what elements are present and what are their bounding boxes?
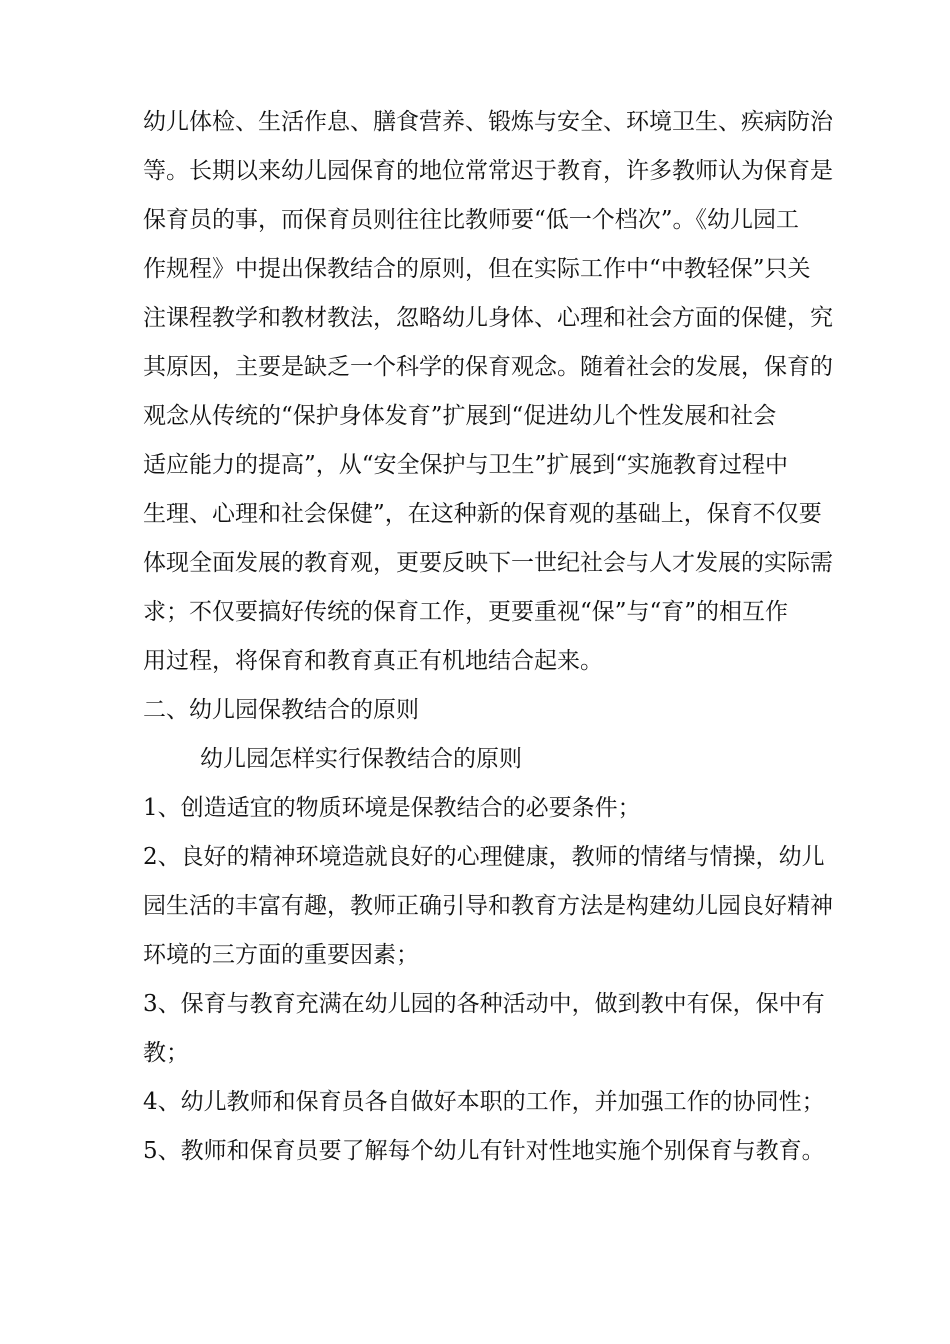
text-line: 求；不仅要搞好传统的保育工作，更要重视“保”与“育”的相互作 — [143, 599, 789, 625]
list-item: 3、保育与教育充满在幼儿园的各种活动中，做到教中有保，保中有 — [143, 991, 825, 1017]
text-line: 观念从传统的“保护身体发育”扩展到“促进幼儿个性发展和社会 — [143, 403, 777, 429]
text-line: 园生活的丰富有趣，教师正确引导和教育方法是构建幼儿园良好精神 — [143, 893, 833, 919]
list-item: 2、良好的精神环境造就良好的心理健康，教师的情绪与情操，幼儿 — [143, 844, 825, 870]
text-line: 作规程》中提出保教结合的原则，但在实际工作中“中教轻保”只关 — [143, 256, 811, 282]
subheading: 幼儿园怎样实行保教结合的原则 — [200, 746, 522, 772]
list-item: 4、幼儿教师和保育员各自做好本职的工作，并加强工作的协同性； — [143, 1089, 825, 1115]
text-line: 适应能力的提高”，从“安全保护与卫生”扩展到“实施教育过程中 — [143, 452, 789, 478]
text-line: 保育员的事，而保育员则往往比教师要“低一个档次”。《幼儿园工 — [143, 207, 800, 233]
text-line: 环境的三方面的重要因素； — [143, 942, 419, 968]
list-item: 1、创造适宜的物质环境是保教结合的必要条件； — [143, 795, 641, 821]
text-line: 其原因，主要是缺乏一个科学的保育观念。随着社会的发展，保育的 — [143, 354, 833, 380]
section-heading: 二、幼儿园保教结合的原则 — [143, 697, 419, 723]
text-line: 注课程教学和教材教法，忽略幼儿身体、心理和社会方面的保健，究 — [143, 305, 833, 331]
text-line: 生理、心理和社会保健”，在这种新的保育观的基础上，保育不仅要 — [143, 501, 822, 527]
text-line: 用过程，将保育和教育真正有机地结合起来。 — [143, 648, 603, 674]
text-line: 教； — [143, 1040, 189, 1066]
text-line: 等。长期以来幼儿园保育的地位常常迟于教育，许多教师认为保育是 — [143, 158, 833, 184]
text-line: 体现全面发展的教育观，更要反映下一世纪社会与人才发展的实际需 — [143, 550, 833, 576]
text-line: 幼儿体检、生活作息、膳食营养、锻炼与安全、环境卫生、疾病防治 — [143, 109, 833, 135]
list-item: 5、教师和保育员要了解每个幼儿有针对性地实施个别保育与教育。 — [143, 1138, 825, 1164]
